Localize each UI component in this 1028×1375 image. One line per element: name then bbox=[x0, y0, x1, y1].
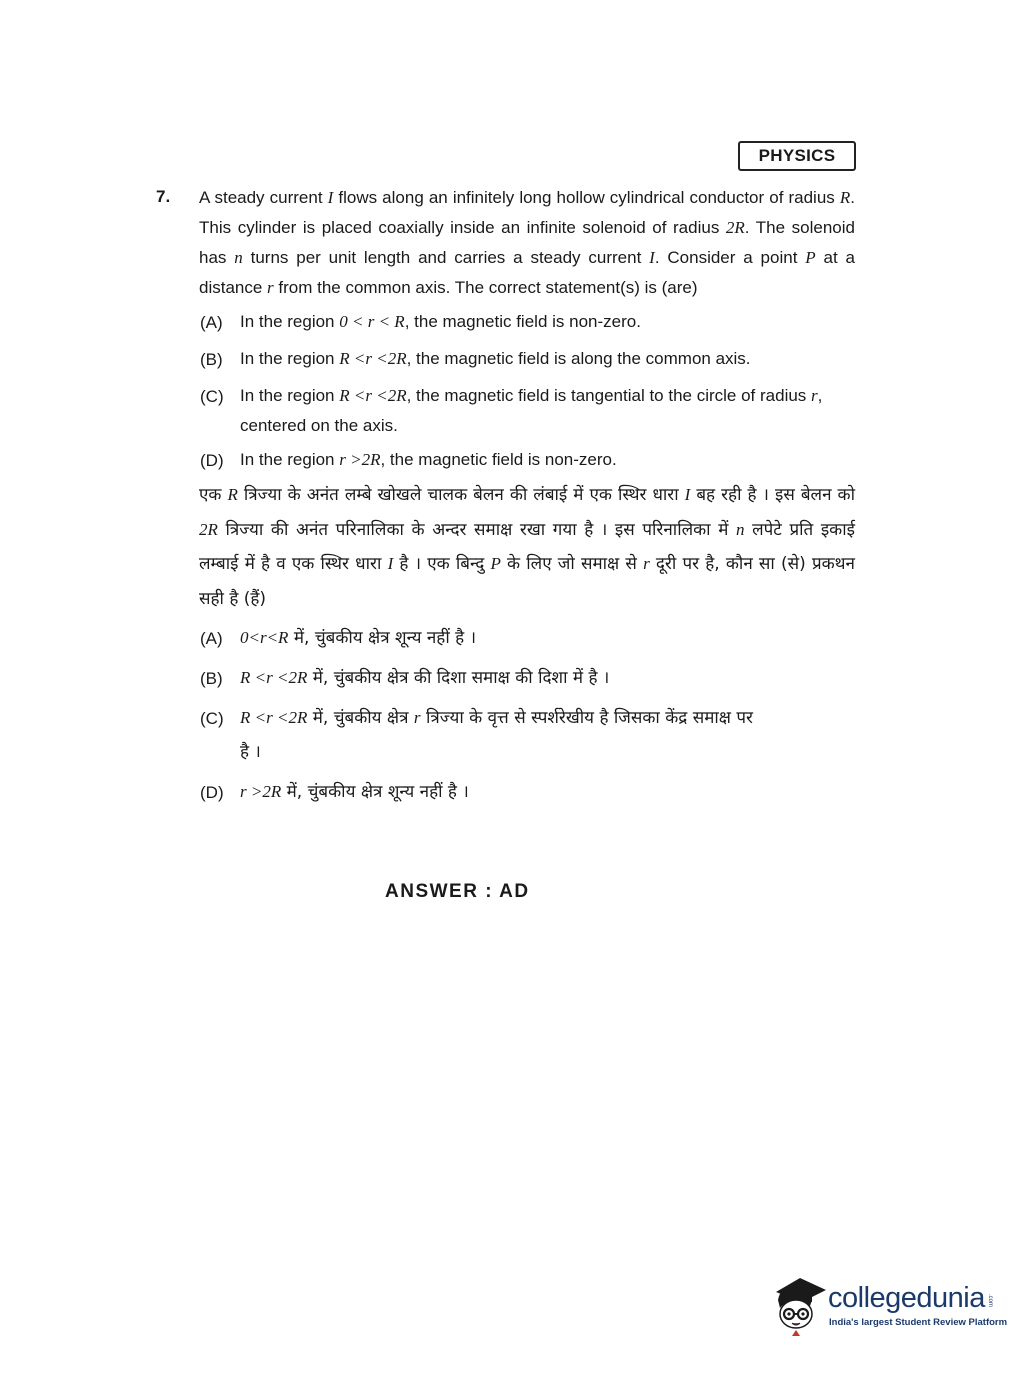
option-b-text: In the region R <r <2R, the magnetic field is along the common axis. bbox=[240, 349, 751, 368]
option-c-hi-text: R <r <2R में, चुंबकीय क्षेत्र r त्रिज्या के वृत्त से स्पर्शरेखीय है जिसका केंद्र समाक्ष पर है । bbox=[240, 708, 753, 762]
option-b-hi-text: R <r <2R में, चुंबकीय क्षेत्र की दिशा समाक्ष की दिशा में है । bbox=[240, 668, 610, 688]
option-a-label: (A) bbox=[200, 313, 223, 332]
option-c-hi-label: (C) bbox=[200, 709, 224, 728]
option-a-text: In the region 0 < r < R, the magnetic field is non-zero. bbox=[240, 312, 641, 331]
logo-com: .com bbox=[987, 1294, 993, 1308]
answer-key: ANSWER : AD bbox=[385, 881, 530, 902]
question-number: 7. bbox=[156, 187, 171, 206]
option-a-hi-label: (A) bbox=[200, 629, 223, 648]
option-d-hi-label: (D) bbox=[200, 783, 224, 802]
question-stem-en: A steady current I flows along an infinitely long hollow cylindrical conductor of radius R. This cylinder is placed coaxially inside an infinite solenoid of radius 2R. The solenoid has n turns per unit length and carries a steady current I. Consider a point P at a distance r from the common axis. The correct statement(s) is (are) bbox=[199, 188, 855, 297]
logo-tagline: India's largest Student Review Platform bbox=[829, 1317, 1008, 1328]
option-c-label: (C) bbox=[200, 387, 224, 406]
option-a-hi-text: 0<r<R में, चुंबकीय क्षेत्र शून्य नहीं है । bbox=[240, 628, 477, 648]
option-b-hi-label: (B) bbox=[200, 669, 223, 688]
option-b-label: (B) bbox=[200, 350, 223, 369]
collegedunia-logo-icon bbox=[770, 1270, 828, 1336]
option-d-text: In the region r >2R, the magnetic field is non-zero. bbox=[240, 450, 617, 469]
subject-badge: PHYSICS bbox=[738, 141, 856, 171]
option-d-hi-text: r >2R में, चुंबकीय क्षेत्र शून्य नहीं है । bbox=[240, 782, 469, 802]
option-d-label: (D) bbox=[200, 451, 224, 470]
option-c-text: In the region R <r <2R, the magnetic field is tangential to the circle of radius r, centered on the axis. bbox=[240, 386, 823, 435]
logo-name: collegedunia bbox=[828, 1282, 985, 1314]
question-stem-hi: एक R त्रिज्या के अनंत लम्बे खोखले चालक बेलन की लंबाई में एक स्थिर धारा I बह रही है । इस बेलन को 2R त्रिज्या की अनंत परिनालिका के अन्दर समाक्ष रखा गया है । इस परिनालिका में n लपेटे प्रति इकाई लम्बाई में है व एक स्थिर धारा I है । एक बिन्दु P के लिए जो समाक्ष से r दूरी पर है, कौन सा (से) प्रकथन सही है (हैं) bbox=[199, 485, 855, 609]
